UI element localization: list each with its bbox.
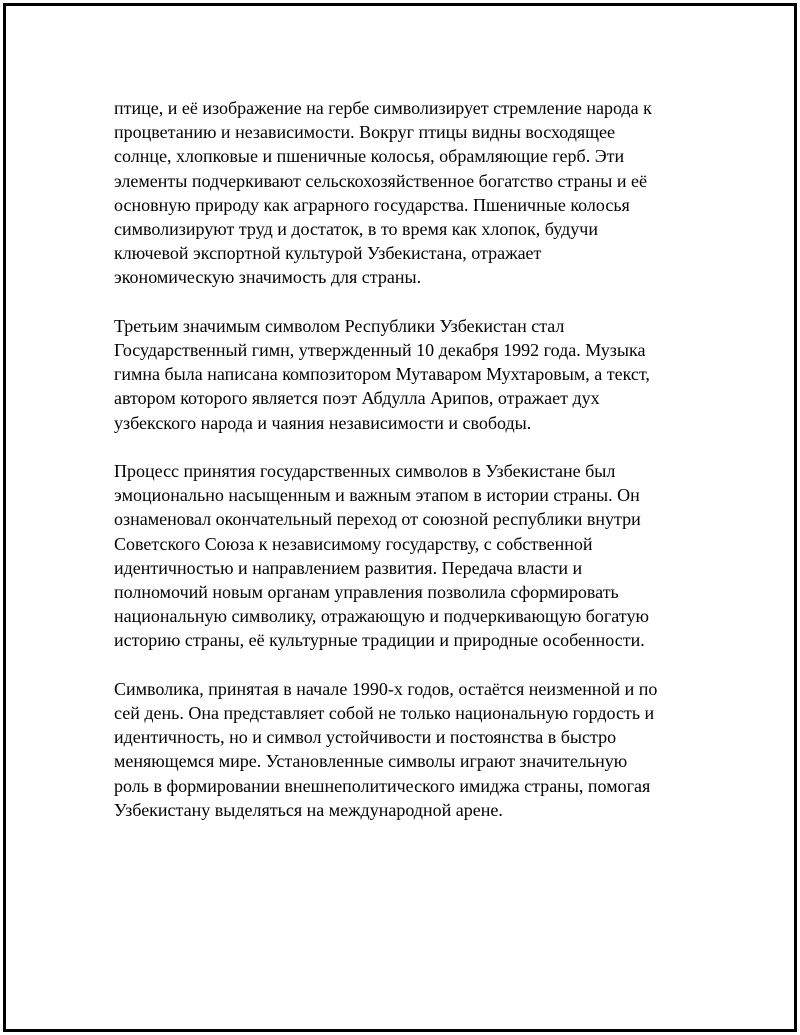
document-body bbox=[114, 96, 684, 846]
paragraph-anthem: Третьим значимым символом Республики Узбекистан стал Государственный гимн, утвержденный 10 декабря 1992 года. Музыка гимна была написана композитором Мутаваром Мухтаровым, а текст, автором которого является поэт Абдулла Арипов, отражает дух узбекского народа и чаяния независимости и свободы. bbox=[114, 315, 650, 433]
paragraph-symbolism-today: Символика, принятая в начале 1990-х годов, остаётся неизменной и по сей день. Она представляет собой не только национальную гордость и идентичность, но и символ устойчивости и постоянства в быстро меняющемся мире. Установленные символы играют значительную роль в формировании внешнеполитического имиджа страны, помогая Узбекистану выделяться на международной арене. bbox=[114, 678, 658, 820]
paragraph-coat-of-arms: птице, и её изображение на гербе символизирует стремление народа к процветанию и независимости. Вокруг птицы видны восходящее солнце, хлопковые и пшеничные колосья, обрамляющие герб. Эти элементы подчеркивают сельскохозяйственное богатство страны и её основную природу как аграрного государства. Пшеничные колосья символизируют труд и достаток, в то время как хлопок, будучи ключевой экспортной культурой Узбекистана, отражает экономическую значимость для страны. bbox=[114, 98, 652, 288]
paragraph-adoption-process: Процесс принятия государственных символов в Узбекистане был эмоционально насыщенным и важным этапом в истории страны. Он ознаменовал окончательный переход от союзной республики внутри Советского Союза к независимому государству, с собственной идентичностью и направлением развития. Передача власти и полномочий новым органам управления позволила сформировать национальную символику, отражающую и подчеркивающую богатую историю страны, её культурные традиции и природные особенности. bbox=[114, 461, 649, 651]
